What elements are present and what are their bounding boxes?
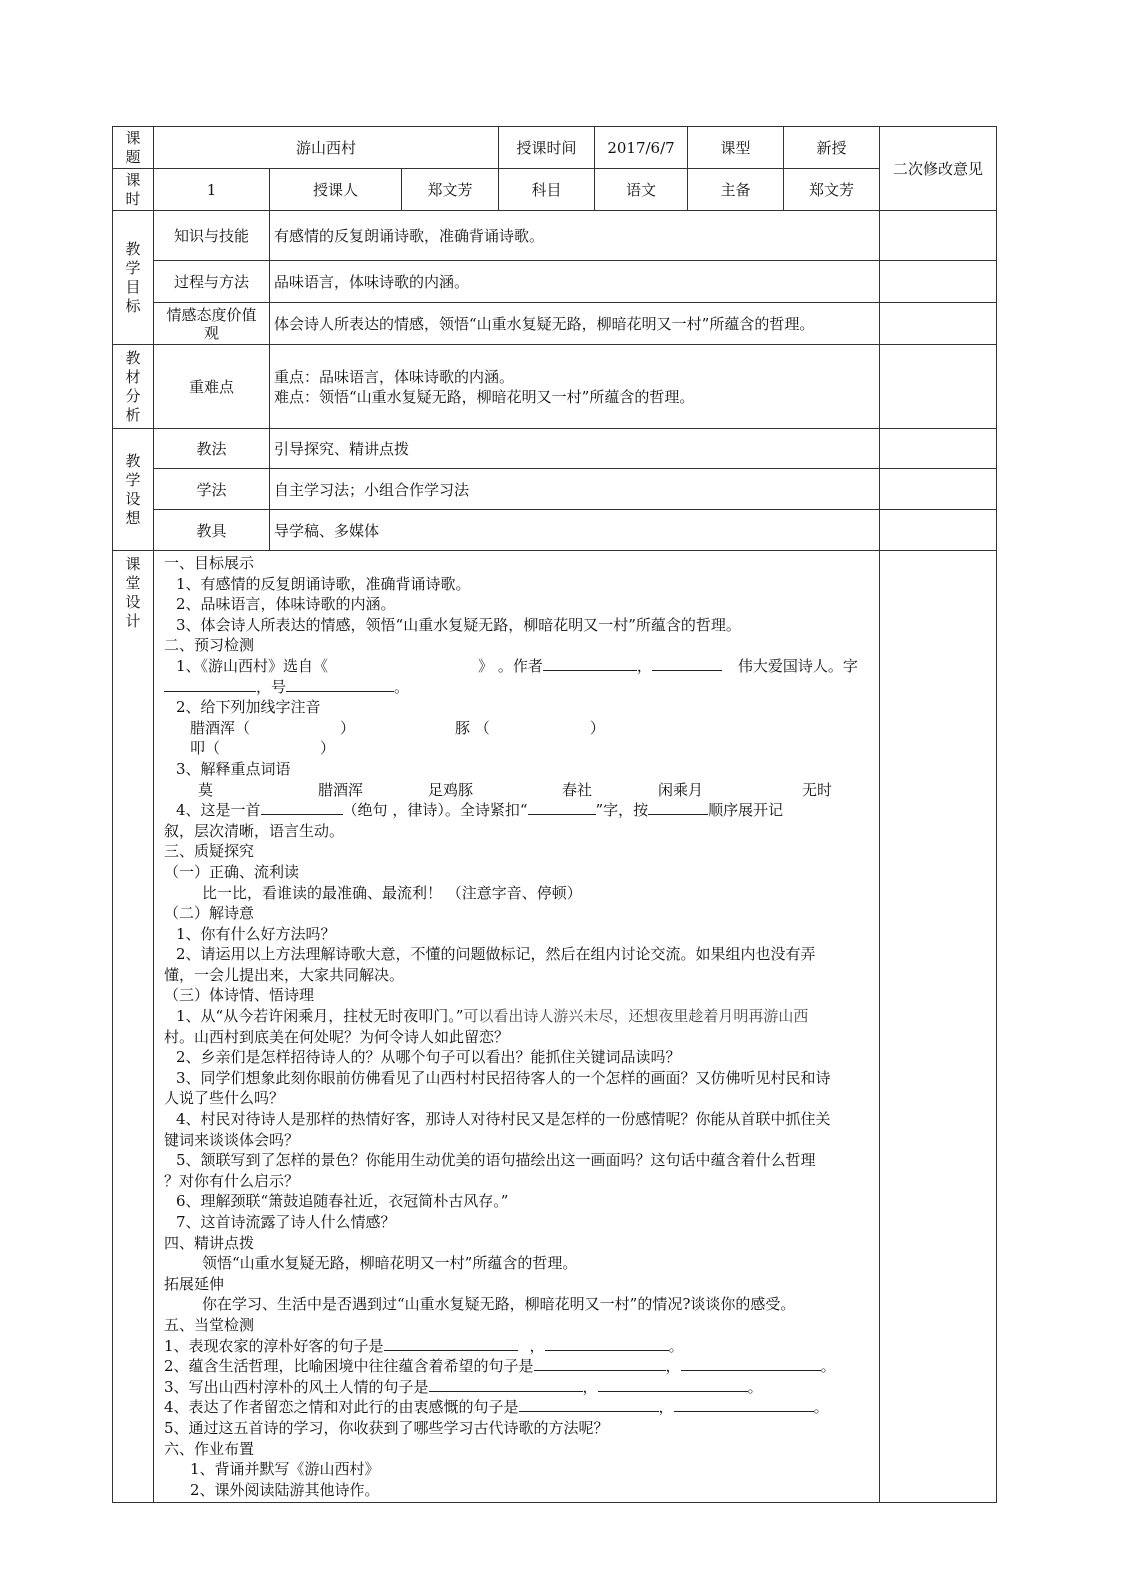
section-title: 一、目标展示 (164, 554, 255, 572)
revision-cell (880, 469, 997, 510)
analysis-text: 重点：品味语言，体味诗歌的内涵。 难点：领悟“山重水复疑无路，柳暗花明又一村”所蕴含的哲理。 (270, 345, 880, 429)
fill-line: 1、《游山西村》选自《 》 。作者 ， 伟大爱国诗人。字 (176, 656, 858, 675)
fill-line: 3、写出山西村淳朴的风土人情的句子是 ， 。 (164, 1377, 763, 1396)
goal-text: 体会诗人所表达的情感，领悟“山重水复疑无路，柳暗花明又一村”所蕴含的哲理。 (270, 303, 880, 345)
analysis-name: 重难点 (154, 345, 270, 429)
design-label: 课 堂 设 计 (113, 551, 154, 1503)
fill-line: 腊酒浑（ ） 豚 （ ） (190, 718, 605, 737)
revision-cell (880, 261, 997, 303)
method-label: 教 学 设 想 (113, 429, 154, 551)
revision-cell (880, 551, 997, 1503)
revision-cell (880, 429, 997, 469)
method-text: 导学稿、多媒体 (270, 510, 880, 551)
method-text: 自主学习法；小组合作学习法 (270, 469, 880, 510)
subject-value: 语文 (595, 169, 688, 211)
subject-label: 科目 (499, 169, 595, 211)
section-title: 二、预习检测 (164, 636, 255, 655)
method-text: 引导探究、精讲点拨 (270, 429, 880, 469)
section-title: 四、精讲点拨 (164, 1233, 255, 1252)
topic-label: 课 题 (113, 127, 154, 169)
period-label: 课 时 (113, 169, 154, 211)
method-name: 学法 (154, 469, 270, 510)
method-name: 教具 (154, 510, 270, 551)
teacher-value: 郑文芳 (402, 169, 499, 211)
revision-cell (880, 345, 997, 429)
time-value: 2017/6/7 (595, 127, 688, 169)
section-title: 三、质疑探究 (164, 842, 255, 861)
design-content: 一、目标展示 1、有感情的反复朗诵诗歌，准确背诵诗歌。 2、品味语言，体味诗歌的内涵。 3、体会诗人所表达的情感，领悟“山重水复疑无路，柳暗花明又一村”所蕴含的哲理。 二、预习检测 1、《游山西村》选自《 》 。作者 ， 伟大爱国诗人。字 ，号 。 2、给下列加线字注音 腊酒浑（ ） 豚 （ ） 叩（ ） 3、解释重点词语 莫 腊酒浑 足鸡豚 春社 闲乘月 无时 4、这是一首 （绝句 ，律诗）。全诗紧扣“ ”字，按 顺序展开记 叙，层次清晰，语言生动。 三、质疑探究 （一）正确、流利读 比一比，看谁读的最准确、最流利！ （注意字音、停顿） （二）解诗意 1、你有什么好方法吗？ 2、请运用以上方法理解诗歌大意，不懂的问题做标记，然后在组内讨论交流。如果组内也没有弄 懂，一会儿提出来，大家共同解决。 （三）体诗情、悟诗理 1、从“从今若许闲乘月，拄杖无时夜叩门。”可以看出诗人游兴未尽，还想夜里趁着月明再游山西 村。山西村到底美在何处呢？为何令诗人如此留恋？ 2、乡亲们是怎样招待诗人的？从哪个句子可以看出？能抓住关键词品读吗？ 3、同学们想象此刻你眼前仿佛看见了山西村村民招待客人的一个怎样的画面？又仿佛听见村民和诗 人说了些什么吗？ 4、村民对待诗人是那样的热情好客，那诗人对待村民又是怎样的一份感情呢？你能从首联中抓住关 键词来谈谈体会吗？ 5、颔联写到了怎样的景色？你能用生动优美的语句描绘出这一画面吗？这句话中蕴含着什么哲理 ？对你有什么启示？ 6、理解颈联“箫鼓追随春社近，衣冠简朴古风存。” 7、这首诗流露了诗人什么情感？ 四、精讲点拨 领悟“山重水复疑无路，柳暗花明又一村”所蕴含的哲理。 拓展延伸 你在学习、生活中是否遇到过“山重水复疑无路，柳暗花明又一村”的情况?谈谈你的感受。 五、当堂检测 1、表现农家的淳朴好客的句子是 ， 。 2、蕴含生活哲理，比喻困境中往往蕴含着希望的句子是 ， 。 3、写出山西村淳朴的风土人情的句子是 ， 。 4、表达了作者留恋之情和对此行的由衷感慨的句子是 ， 。 5、通过这五首诗的学习，你收获到了哪些学习古代诗歌的方法呢？ 六、作业布置 1、背诵并默写《游山西村》 2、课外阅读陆游其他诗作。 (154, 551, 880, 1503)
goals-label: 教 学 目 标 (113, 211, 154, 345)
type-value: 新授 (784, 127, 880, 169)
goal-text: 品味语言，体味诗歌的内涵。 (270, 261, 880, 303)
goal-name: 知识与技能 (154, 211, 270, 261)
lesson-plan-table (112, 126, 997, 1503)
method-name: 教法 (154, 429, 270, 469)
fill-line: 1、表现农家的淳朴好客的句子是 ， 。 (164, 1336, 684, 1355)
revision-header: 二次修改意见 (880, 127, 997, 211)
teacher-label: 授课人 (270, 169, 402, 211)
topic-value: 游山西村 (154, 127, 499, 169)
section-title: 五、当堂检测 (164, 1315, 255, 1334)
lead-value: 郑文芳 (784, 169, 880, 211)
revision-cell (880, 303, 997, 345)
revision-cell (880, 510, 997, 551)
lead-label: 主备 (688, 169, 784, 211)
goal-text: 有感情的反复朗诵诗歌，准确背诵诗歌。 (270, 211, 880, 261)
fill-line: 2、蕴含生活哲理，比喻困境中往往蕴含着希望的句子是 ， 。 (164, 1357, 836, 1376)
revision-cell (880, 211, 997, 261)
section-title: 六、作业布置 (164, 1439, 255, 1458)
fill-line: 4、表达了作者留恋之情和对此行的由衷感慨的句子是 ， 。 (164, 1398, 829, 1417)
goal-name: 过程与方法 (154, 261, 270, 303)
type-label: 课型 (688, 127, 784, 169)
fill-line: 叩（ ） (190, 739, 336, 758)
goal-name: 情感态度价值 观 (154, 303, 270, 345)
fill-line: 4、这是一首 （绝句 ，律诗）。全诗紧扣“ ”字，按 顺序展开记 (176, 801, 784, 820)
fill-line: ，号 。 (162, 677, 875, 698)
word-list: 莫 腊酒浑 足鸡豚 春社 闲乘月 无时 (198, 780, 833, 799)
analysis-label: 教 材 分 析 (113, 345, 154, 429)
section-title: 拓展延伸 (164, 1274, 225, 1293)
period-value: 1 (154, 169, 270, 211)
time-label: 授课时间 (499, 127, 595, 169)
